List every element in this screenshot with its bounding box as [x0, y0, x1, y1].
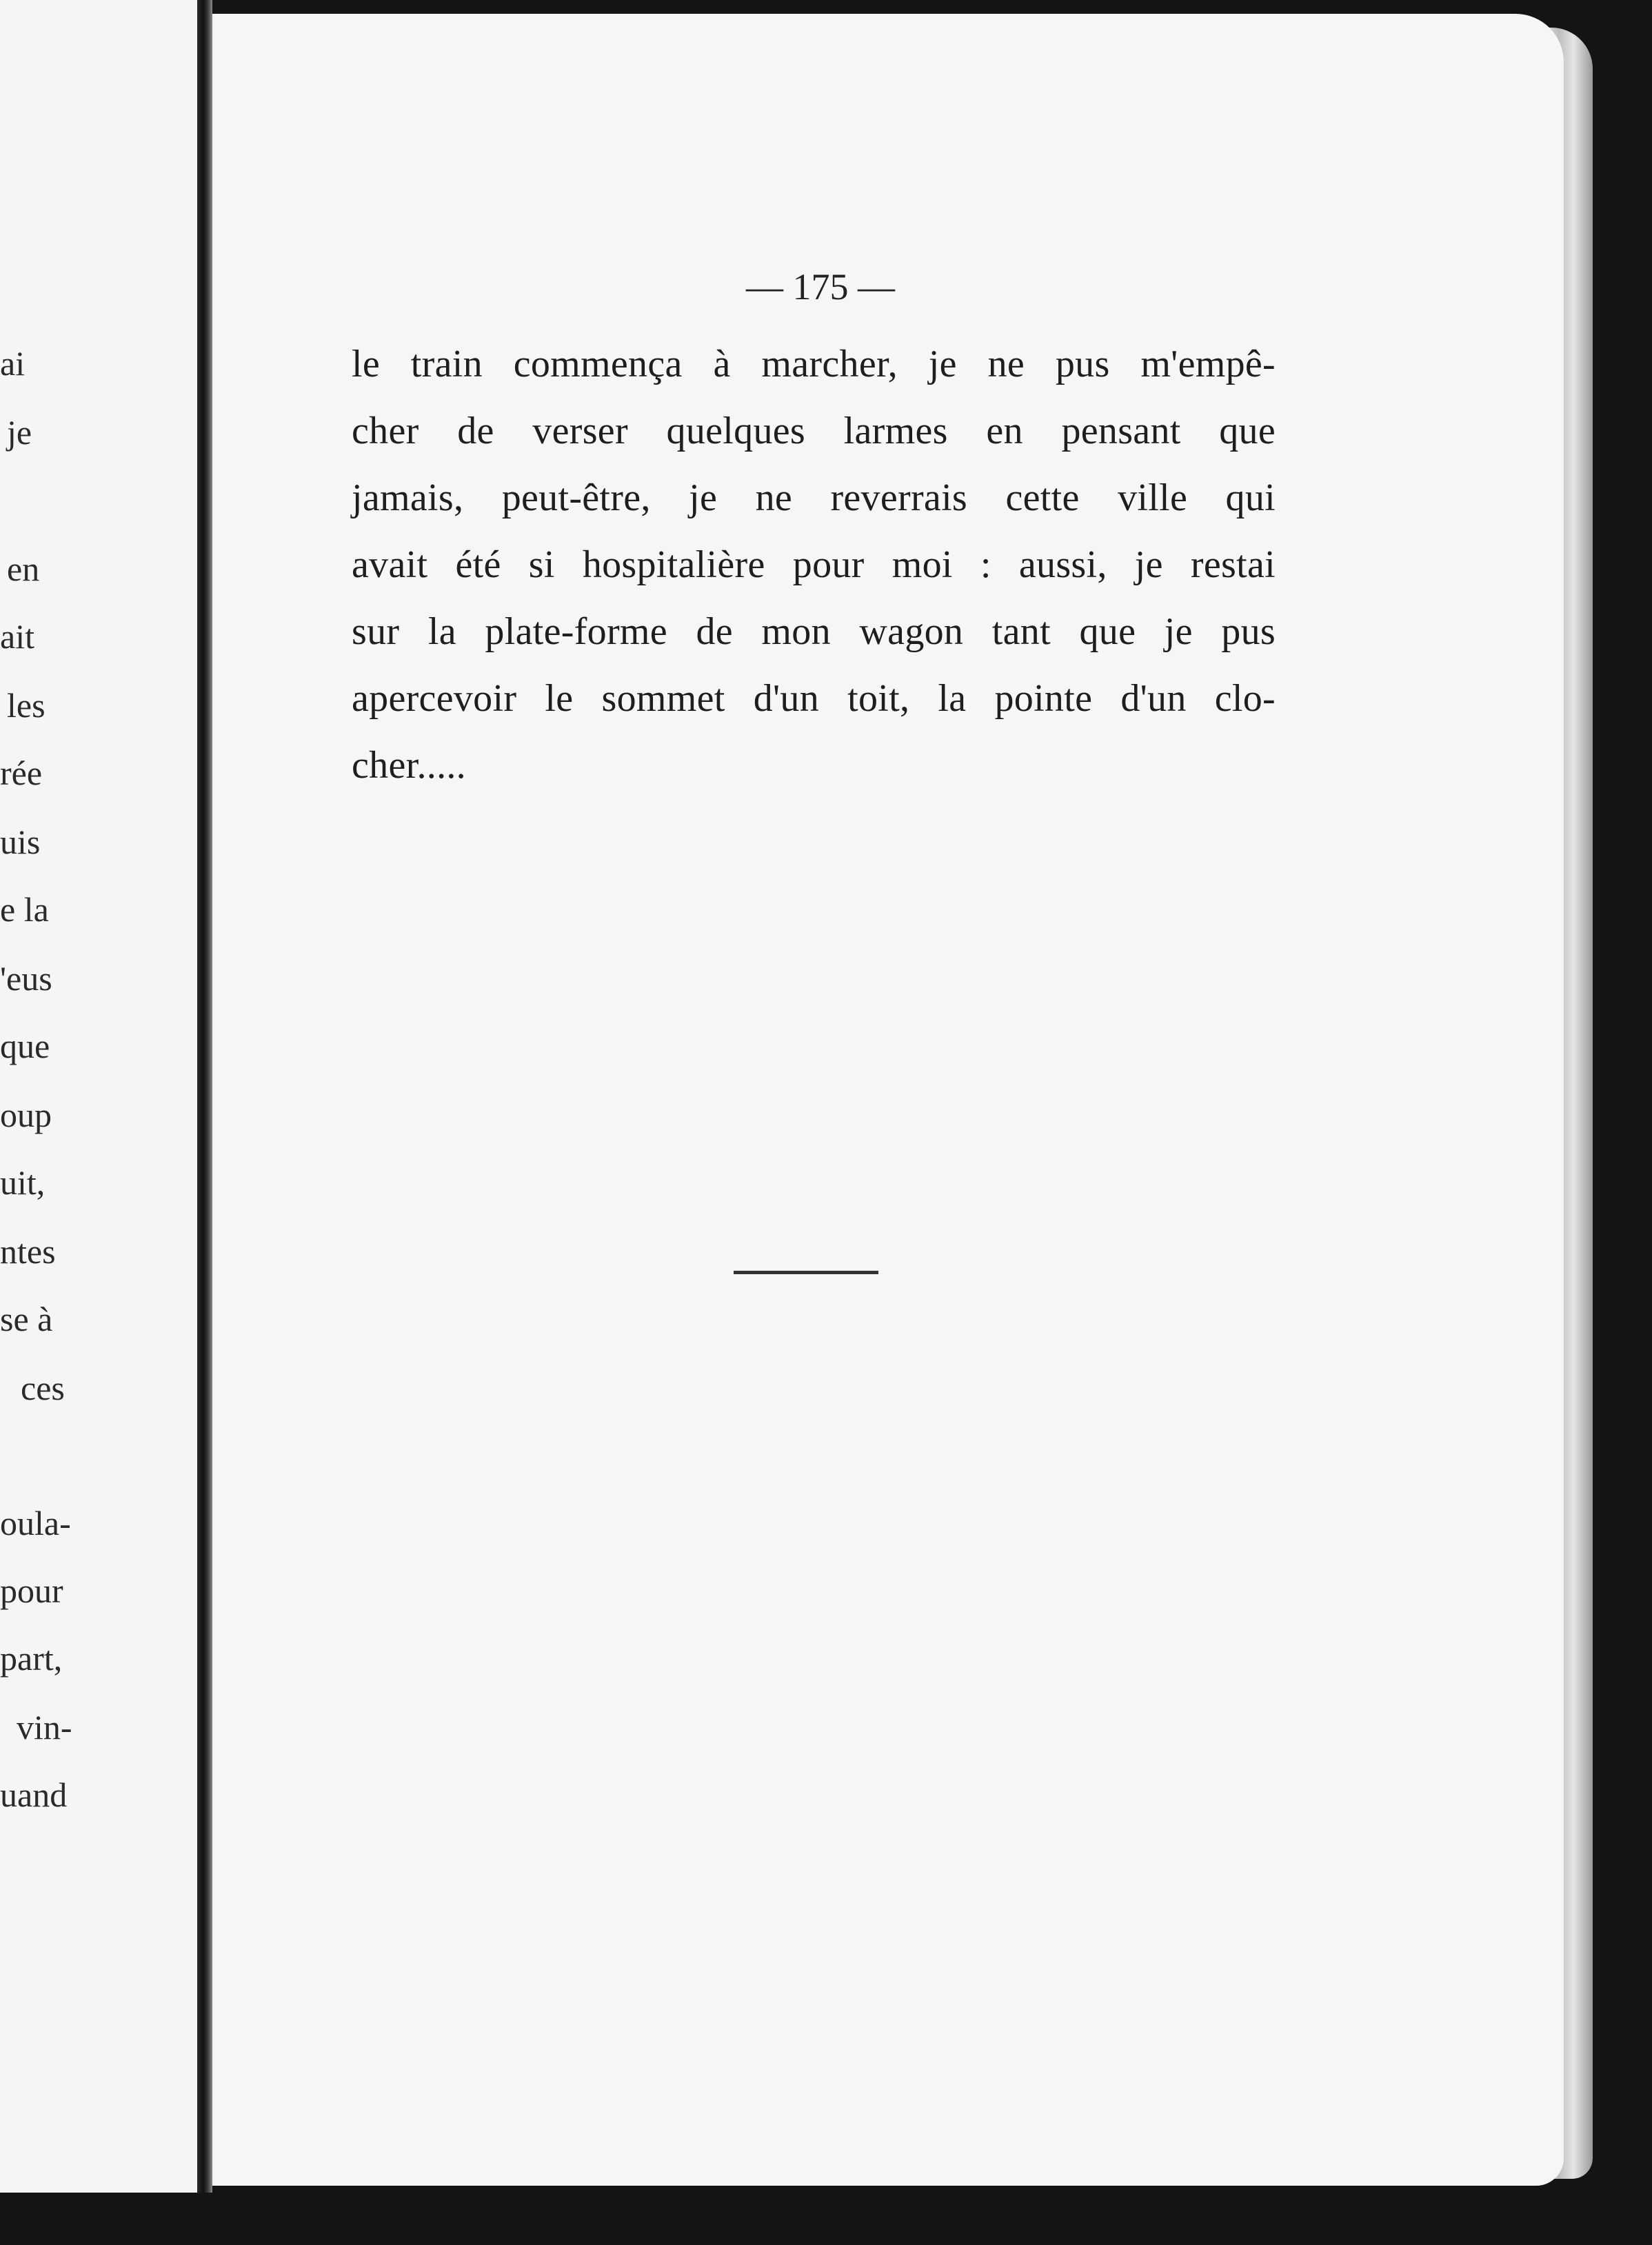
left-fragment: pour — [0, 1571, 63, 1610]
body-text — [352, 331, 1276, 799]
text-line: sur la plate-forme de mon wagon tant que je pus — [352, 610, 1276, 653]
left-fragment: se à — [0, 1300, 53, 1338]
left-fragment: uit, — [0, 1163, 46, 1202]
left-fragment: ntes — [0, 1232, 56, 1271]
text-line: avait été si hospitalière pour moi : aussi, je restai — [352, 543, 1276, 586]
book-binding-gutter — [197, 0, 212, 2193]
left-fragment: ces — [21, 1369, 65, 1407]
page-number: — 175 — — [746, 266, 895, 308]
left-fragment: 'eus — [0, 959, 52, 998]
left-fragment: que — [0, 1027, 50, 1065]
left-fragment: e la — [0, 890, 49, 929]
text-line: apercevoir le sommet d'un toit, la pointe d'un clo- — [352, 677, 1276, 720]
text-line: cher de verser quelques larmes en pensant que — [352, 410, 1276, 452]
left-fragment: je — [7, 413, 32, 452]
left-fragment: ai — [0, 344, 26, 383]
left-fragment: rée — [0, 754, 43, 792]
left-fragment: vin- — [17, 1708, 72, 1746]
text-line: cher..... — [352, 744, 466, 787]
left-fragment: part, — [0, 1639, 63, 1678]
left-fragment: oula- — [0, 1504, 71, 1542]
left-fragment: uand — [0, 1775, 68, 1814]
left-fragment: oup — [0, 1096, 52, 1134]
end-rule-divider — [734, 1271, 878, 1274]
left-fragment: les — [7, 686, 46, 725]
left-fragment: uis — [0, 823, 41, 861]
left-fragment: en — [7, 550, 40, 588]
text-line: jamais, peut-être, je ne reverrais cette ville qui — [352, 476, 1276, 519]
left-fragment: ait — [0, 617, 34, 656]
previous-page-fragment — [0, 0, 200, 2193]
text-line: le train commença à marcher, je ne pus m'empê- — [352, 343, 1276, 385]
